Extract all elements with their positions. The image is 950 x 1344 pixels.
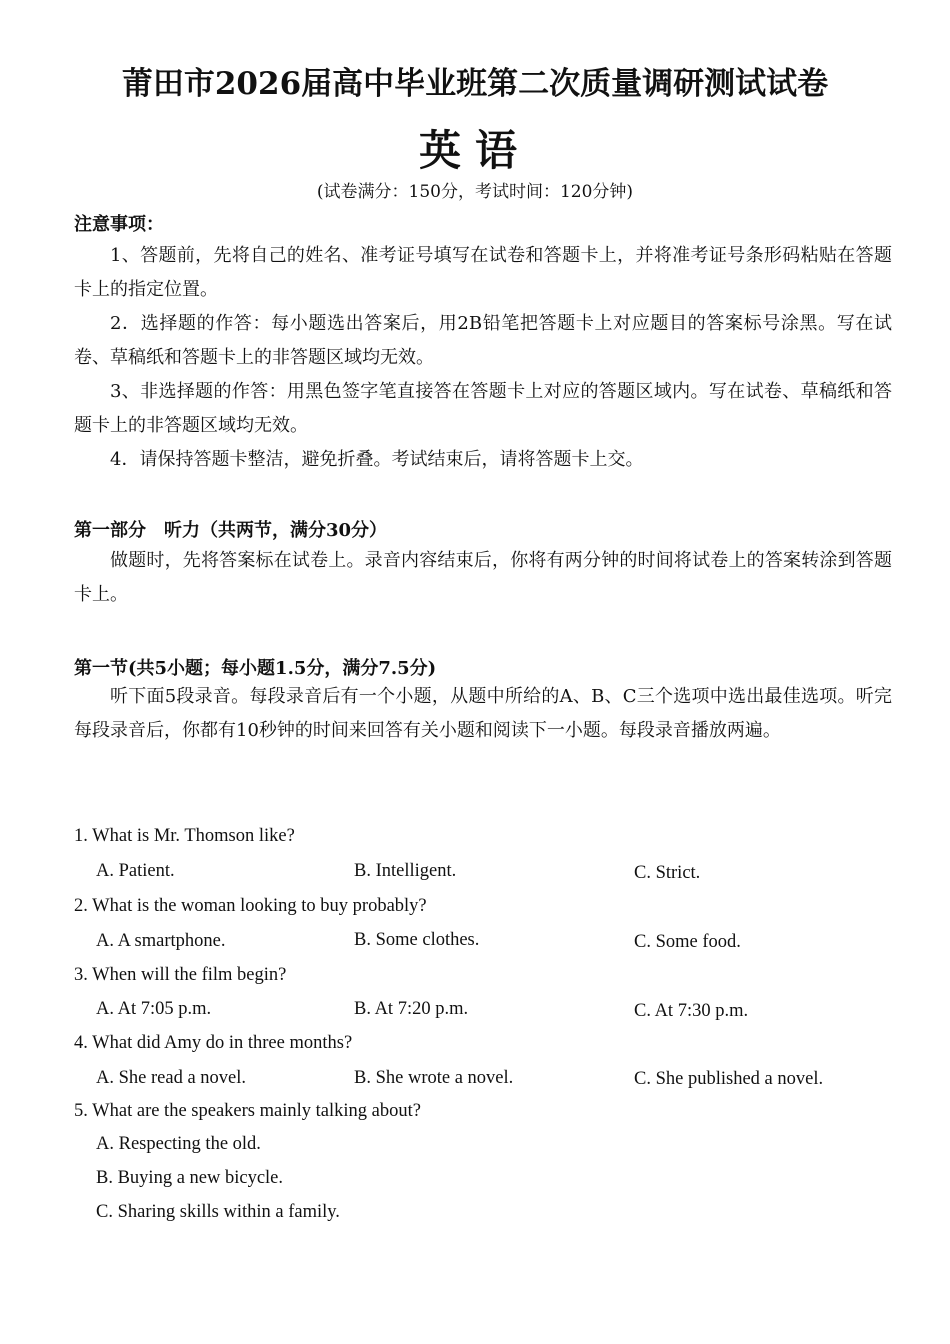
question-5-option-a: A. Respecting the old. — [96, 1134, 261, 1154]
question-4-option-b: B. She wrote a novel. — [354, 1068, 514, 1088]
question-1-option-a: A. Patient. — [96, 861, 175, 881]
exam-info: (试卷满分：150分，考试时间：120分钟) — [316, 182, 634, 202]
question-2: 2. What is the woman looking to buy probably? — [74, 896, 427, 916]
notice-item-4: 4．请保持答题卡整洁，避免折叠。考试结束后，请将答题卡上交。 — [110, 449, 644, 470]
question-3-option-a: A. At 7:05 p.m. — [96, 999, 212, 1019]
question-4-option-c: C. She published a novel. — [634, 1069, 824, 1089]
question-2-option-a: A. A smartphone. — [96, 931, 226, 951]
part1-heading: 第一部分 听力（共两节，满分30分） — [74, 520, 388, 541]
notice-item-1: 1、答题前，先将自己的姓名、准考证号填写在试卷和答题卡上，并将准考证号条形码粘贴在答题卡上的指定位置。 — [74, 245, 892, 300]
question-5: 5. What are the speakers mainly talking about? — [74, 1101, 421, 1121]
question-1-option-b: B. Intelligent. — [354, 861, 457, 881]
question-2-option-c: C. Some food. — [634, 932, 741, 952]
part1-instructions: 做题时，先将答案标在试卷上。录音内容结束后，你将有两分钟的时间将试卷上的答案转涂到答题卡上。 — [74, 550, 892, 605]
notice-item-2: 2．选择题的作答：每小题选出答案后，用2B铅笔把答题卡上对应题目的答案标号涂黑。写在试卷、草稿纸和答题卡上的非答题区域均无效。 — [74, 313, 892, 368]
question-3-option-c: C. At 7:30 p.m. — [634, 1001, 749, 1021]
notice-heading: 注意事项： — [74, 214, 164, 235]
section1-instructions: 听下面5段录音。每段录音后有一个小题，从题中所给的A、B、C三个选项中选出最佳选项。听完每段录音后，你都有10秒钟的时间来回答有关小题和阅读下一小题。每段录音播放两遍。 — [74, 686, 892, 741]
question-5-option-c: C. Sharing skills within a family. — [96, 1202, 340, 1222]
notice-item-3: 3、非选择题的作答：用黑色签字笔直接答在答题卡上对应的答题区域内。写在试卷、草稿纸和答题卡上的非答题区域均无效。 — [74, 381, 892, 436]
question-1-option-c: C. Strict. — [634, 863, 701, 883]
question-4: 4. What did Amy do in three months? — [74, 1033, 353, 1053]
subject-title: 英语 — [418, 126, 531, 175]
question-5-option-b: B. Buying a new bicycle. — [96, 1168, 284, 1188]
question-3-option-b: B. At 7:20 p.m. — [354, 999, 469, 1019]
section1-heading: 第一节(共5小题；每小题1.5分，满分7.5分) — [74, 658, 437, 679]
question-4-option-a: A. She read a novel. — [96, 1068, 247, 1088]
question-3: 3. When will the film begin? — [74, 965, 287, 985]
page-title: 莆田市2026届高中毕业班第二次质量调研测试试卷 — [121, 66, 829, 102]
question-1: 1. What is Mr. Thomson like? — [74, 826, 295, 846]
question-2-option-b: B. Some clothes. — [354, 930, 480, 950]
